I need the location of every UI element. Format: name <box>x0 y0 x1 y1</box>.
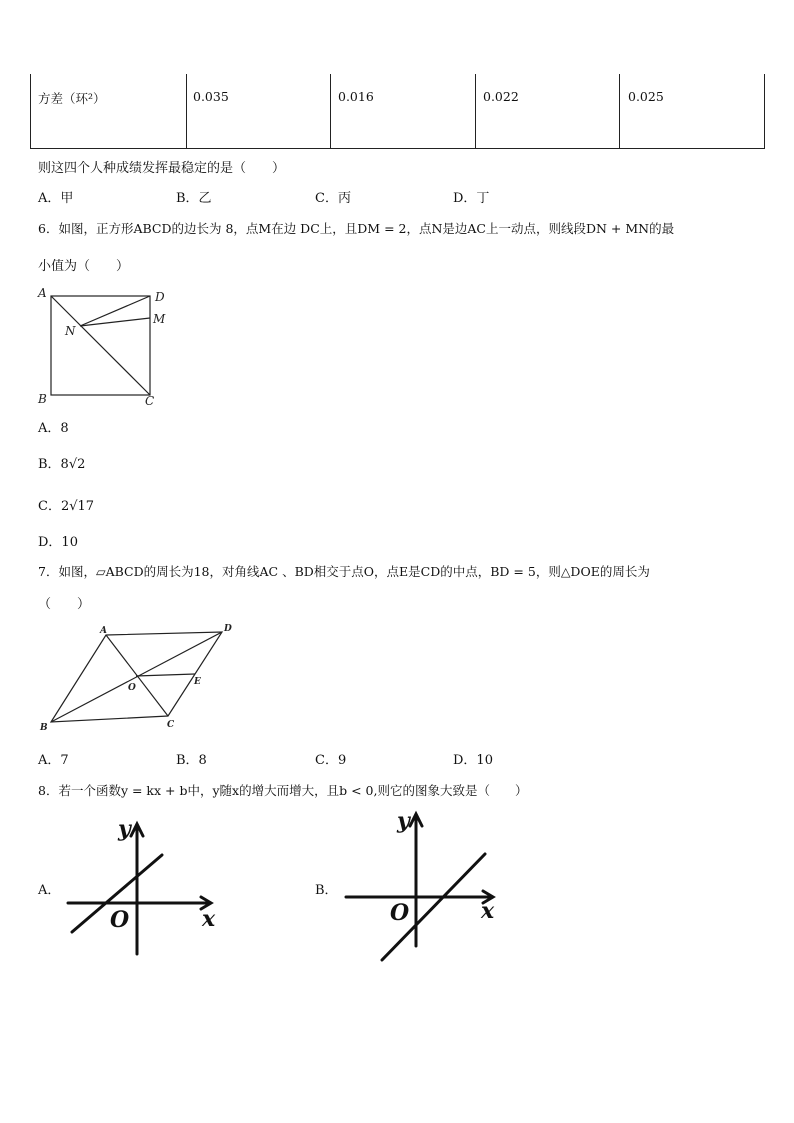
fig-label-c: C <box>145 394 155 408</box>
q6-option-a[interactable]: A．8 <box>38 421 69 436</box>
fig-label-n: N <box>65 324 76 338</box>
table-border <box>475 74 476 149</box>
fig-label-a: A <box>38 286 47 300</box>
q6-question-line2: 小值为（ ） <box>38 259 130 274</box>
q7-option-b[interactable]: B．8 <box>176 753 207 768</box>
q6-option-b[interactable]: B．8√2 <box>38 457 86 472</box>
q7-parallelogram-figure <box>36 620 246 735</box>
q6-question-line1: 6．如图，正方形ABCD的边长为 8，点M在边 DC上，且DM = 2，点N是边AC上一动点，则线段DN + MN的最 <box>38 221 675 236</box>
table-cell: 0.035 <box>193 89 229 104</box>
q8-option-a-label[interactable]: A． <box>38 883 61 898</box>
fig-label-d: D <box>155 290 165 304</box>
q6-option-d[interactable]: D．10 <box>38 535 78 550</box>
fig-label-m: M <box>153 312 166 326</box>
q5-option-c[interactable]: C．丙 <box>315 191 351 206</box>
axis-label-y: y <box>397 808 410 834</box>
origin-label: O <box>390 900 410 926</box>
fig-label-b: B <box>40 723 48 733</box>
fig-label-d: D <box>224 624 232 634</box>
q7-question-line2: （ ） <box>38 597 91 612</box>
table-border <box>30 74 31 149</box>
fig-label-a: A <box>100 626 107 636</box>
origin-label: O <box>110 907 130 933</box>
axis-label-x: x <box>481 898 495 924</box>
table-border <box>30 148 765 149</box>
axis-label-x: x <box>202 906 216 932</box>
table-cell: 0.025 <box>628 89 664 104</box>
q5-question: 则这四个人种成绩发挥最稳定的是（ ） <box>38 161 286 176</box>
table-row-label: 方差（环²） <box>38 91 106 106</box>
table-border <box>186 74 187 149</box>
q5-option-b[interactable]: B．乙 <box>176 191 212 206</box>
table-border <box>619 74 620 149</box>
table-border <box>330 74 331 149</box>
q8-option-b-label[interactable]: B． <box>315 883 338 898</box>
q7-option-c[interactable]: C．9 <box>315 753 347 768</box>
table-border <box>764 74 765 149</box>
q6-square-figure <box>34 285 174 410</box>
q5-option-d[interactable]: D．丁 <box>453 191 490 206</box>
q7-option-d[interactable]: D．10 <box>453 753 493 768</box>
q7-option-a[interactable]: A．7 <box>38 753 69 768</box>
fig-label-c: C <box>167 720 175 730</box>
q6-option-c[interactable]: C．2√17 <box>38 499 95 514</box>
table-cell: 0.016 <box>338 89 374 104</box>
fig-label-e: E <box>194 677 201 687</box>
q8-question: 8．若一个函数y = kx + b中，y随x的增大而增大，且b < 0,则它的图象大致是（ ） <box>38 783 528 798</box>
table-cell: 0.022 <box>483 89 519 104</box>
q5-option-a[interactable]: A．甲 <box>38 191 74 206</box>
q8-graph-b[interactable] <box>340 806 510 966</box>
axis-label-y: y <box>118 816 131 842</box>
fig-label-o: O <box>128 683 136 693</box>
fig-label-b: B <box>38 392 47 406</box>
q8-graph-a[interactable] <box>60 812 230 957</box>
q7-question-line1: 7．如图，▱ABCD的周长为18，对角线AC 、BD相交于点O，点E是CD的中点，BD = 5，则△DOE的周长为 <box>38 564 650 579</box>
